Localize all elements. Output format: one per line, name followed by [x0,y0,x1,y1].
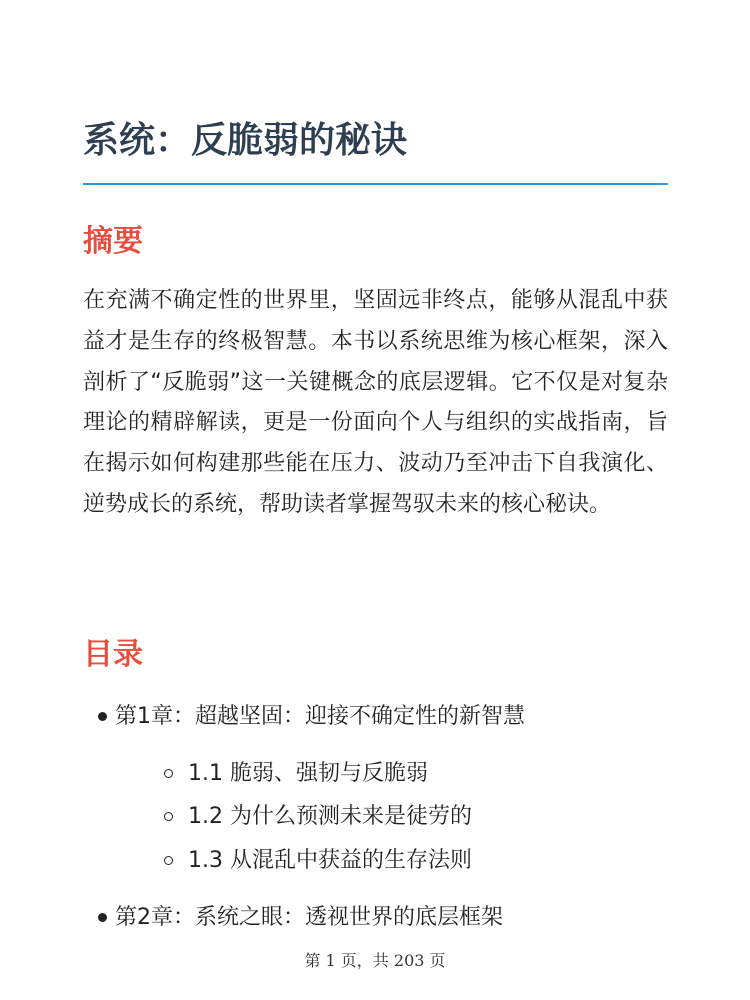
toc-section-label: 1.2 为什么预测未来是徒劳的 [188,804,472,829]
toc-heading: 目录 [83,637,143,672]
filled-bullet-icon [98,913,107,922]
toc-chapter-2 [115,901,503,935]
hollow-bullet-icon [164,769,173,778]
toc-chapter-label: 第1章：超越坚固：迎接不确定性的新智慧 [115,704,525,729]
document-title: 系统：反脆弱的秘诀 [83,120,408,161]
abstract-heading: 摘要 [83,224,143,259]
filled-bullet-icon [98,712,107,721]
title-divider [83,183,668,185]
hollow-bullet-icon [164,856,173,865]
toc-chapter-label: 第2章：系统之眼：透视世界的底层框架 [115,905,503,930]
page-number-footer: 第 1 页，共 203 页 [304,951,446,970]
abstract-paragraph: 在充满不确定性的世界里，坚固远非终点，能够从混乱中获益才是生存的终极智慧。本书以系统思维为核心框架，深入剖析了“反脆弱”这一关键概念的底层逻辑。它不仅是对复杂理论的精辟解读，更是一份面向个人与组织的实战指南，旨在揭示如何构建那些能在压力、波动乃至冲击下自我演化、逆势成长的系统，帮助读者掌握驾驭未来的核心秘诀。 [83,288,668,517]
toc-section-label: 1.3 从混乱中获益的生存法则 [188,848,472,873]
toc-section-1-3 [188,844,472,878]
toc-section-1-2 [188,800,472,834]
hollow-bullet-icon [164,812,173,821]
toc-section-1-1 [188,757,428,791]
toc-section-label: 1.1 脆弱、强韧与反脆弱 [188,761,428,786]
toc-chapter-1 [115,700,525,734]
